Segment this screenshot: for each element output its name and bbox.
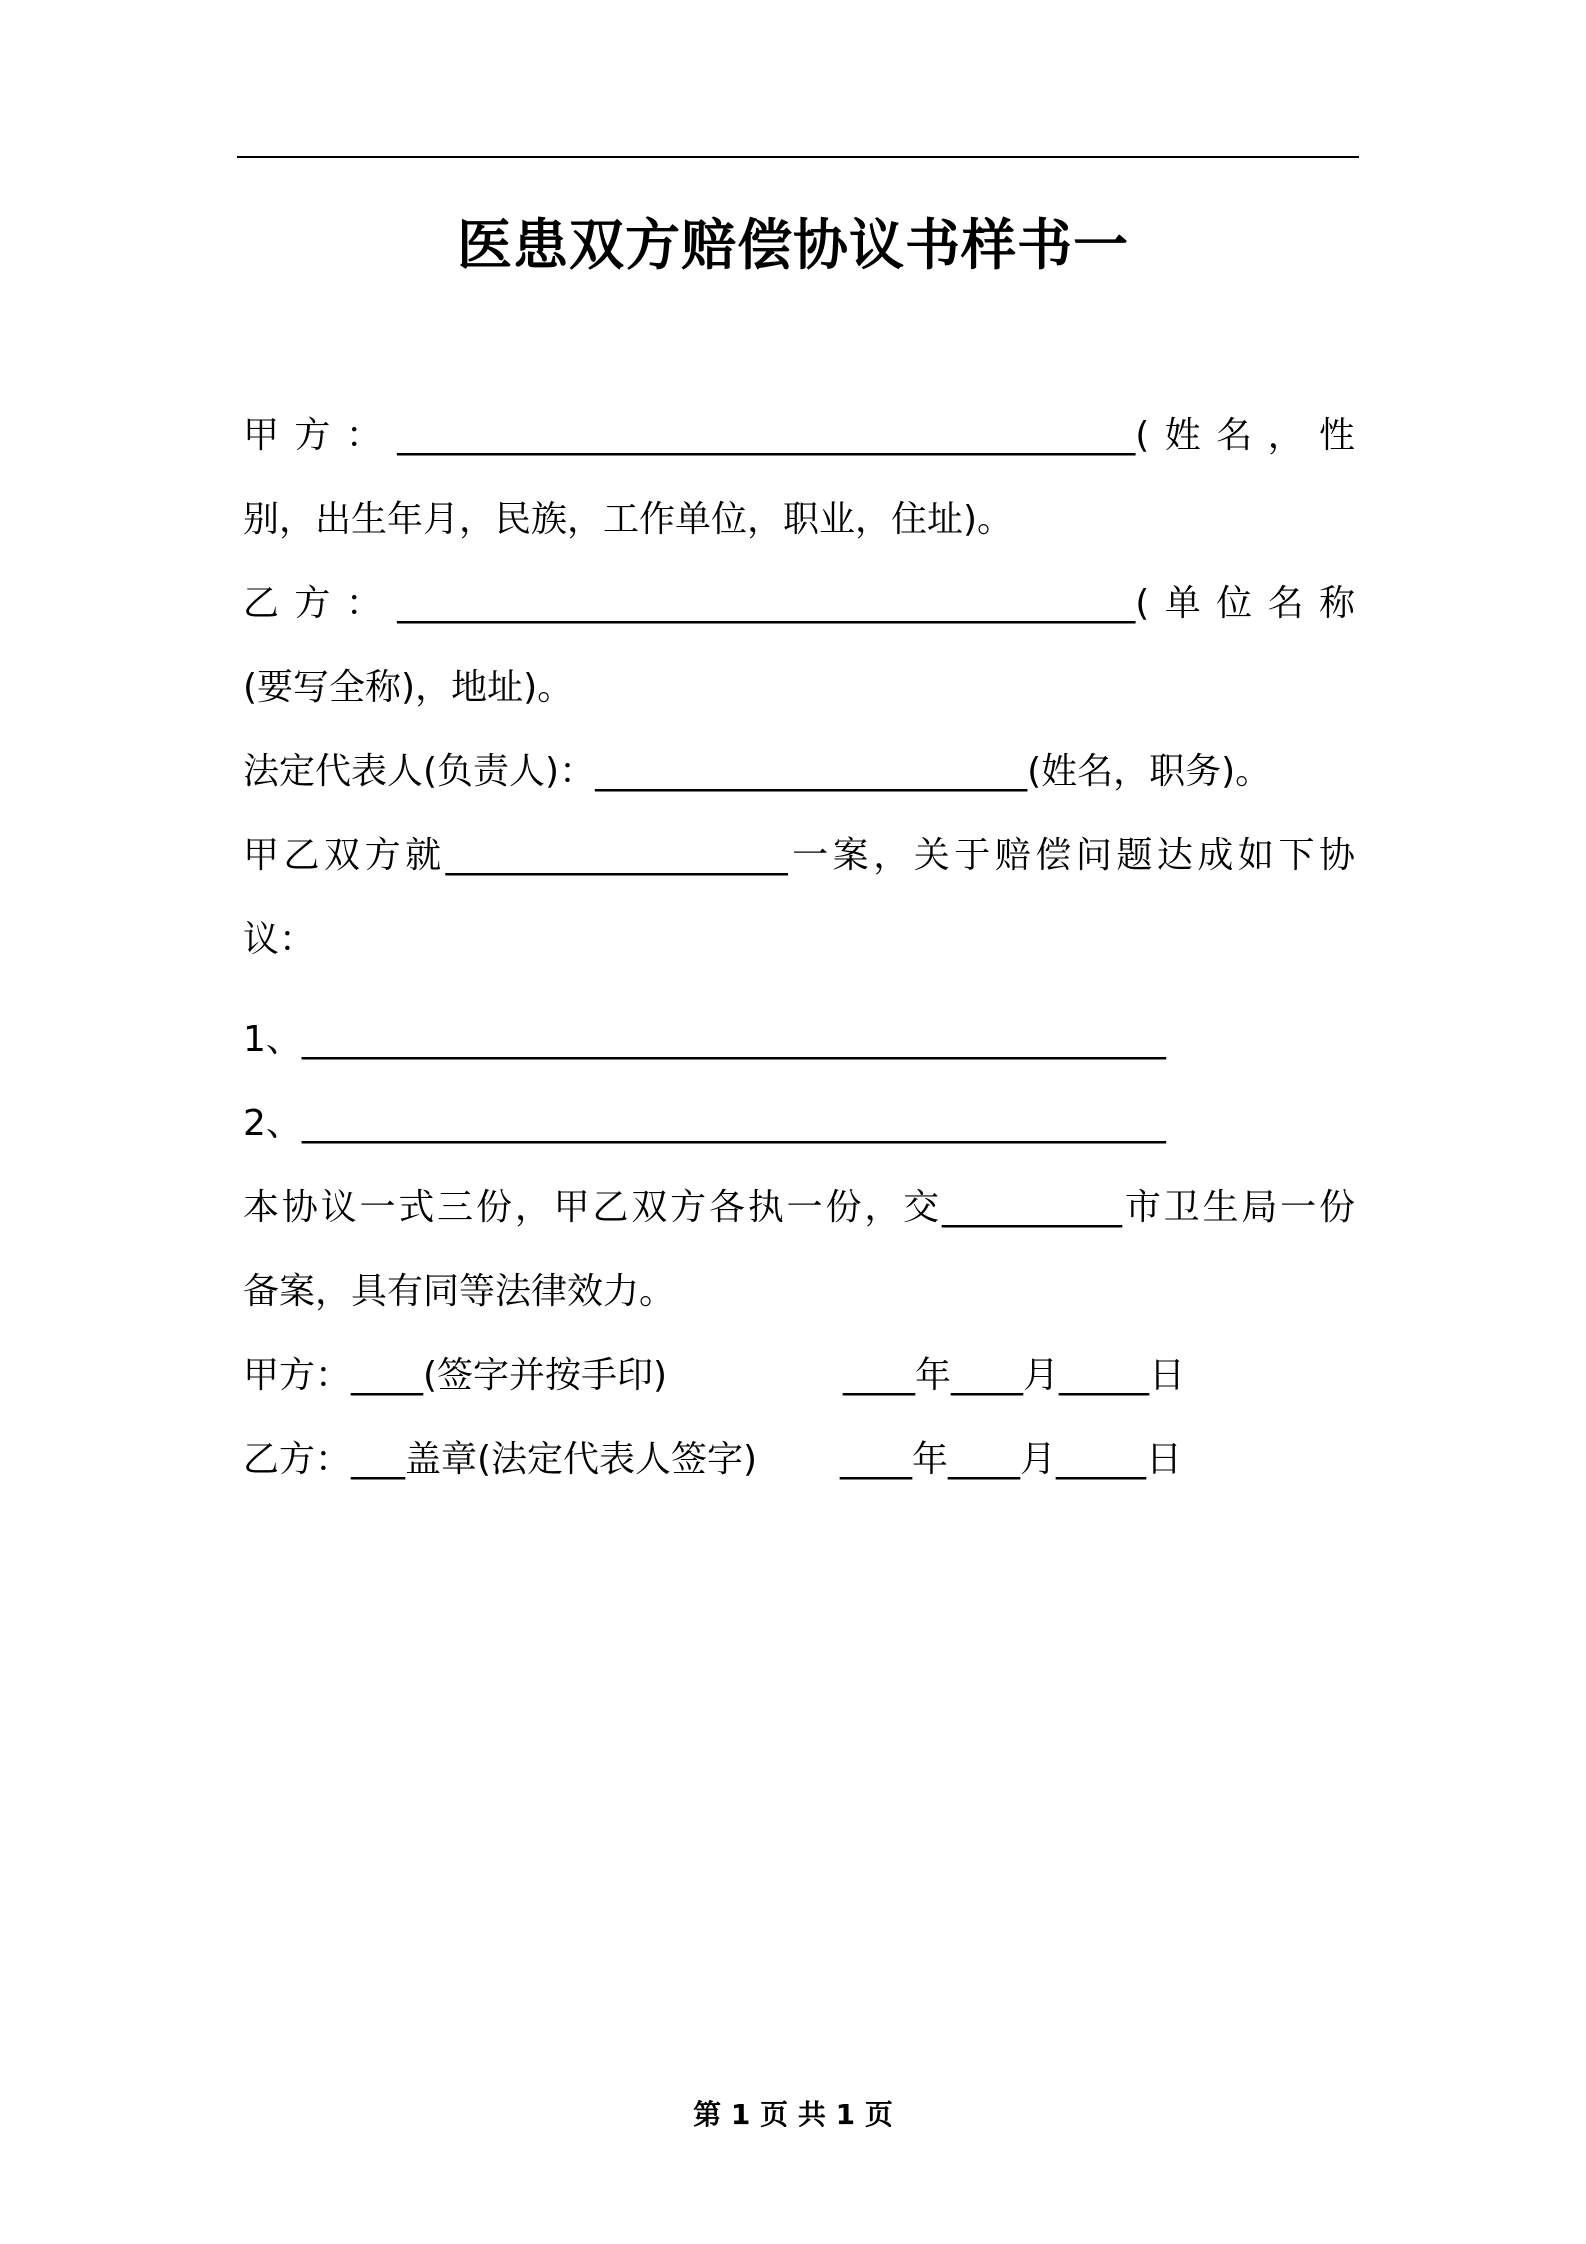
- party-a-line: 甲方：_________________________________________(姓名，性: [243, 415, 1355, 456]
- party-a-date: ____年____月_____日: [843, 1355, 1185, 1396]
- copies-line-continuation: 备案，具有同等法律效力。: [243, 1271, 676, 1312]
- party-a-details: 别，出生年月，民族，工作单位，职业，住址)。: [243, 499, 1014, 540]
- agreement-intro-line: 甲乙双方就___________________一案，关于赔偿问题达成如下协: [243, 835, 1355, 876]
- legal-representative-line: 法定代表人(负责人)：________________________(姓名，职务)。: [243, 751, 1272, 792]
- copies-line: 本协议一式三份，甲乙双方各执一份，交__________市卫生局一份: [243, 1187, 1355, 1228]
- page-number: 第 1 页 共 1 页: [693, 2098, 893, 2131]
- document-title: 医患双方赔偿协议书样书一: [456, 213, 1129, 277]
- agreement-intro-continuation: 议：: [243, 919, 316, 960]
- party-b-date: ____年____月_____日: [840, 1439, 1182, 1480]
- party-a-signature: 甲方：____(签字并按手印): [243, 1355, 668, 1396]
- clause-1: 1、________________________________________________: [243, 1019, 1166, 1060]
- party-b-line: 乙方：_________________________________________(单位名称: [243, 583, 1355, 624]
- party-b-details: (要写全称)，地址)。: [243, 667, 574, 708]
- header-rule: [237, 156, 1359, 158]
- clause-2: 2、________________________________________________: [243, 1103, 1166, 1144]
- party-b-signature: 乙方：___盖章(法定代表人签字): [243, 1439, 758, 1480]
